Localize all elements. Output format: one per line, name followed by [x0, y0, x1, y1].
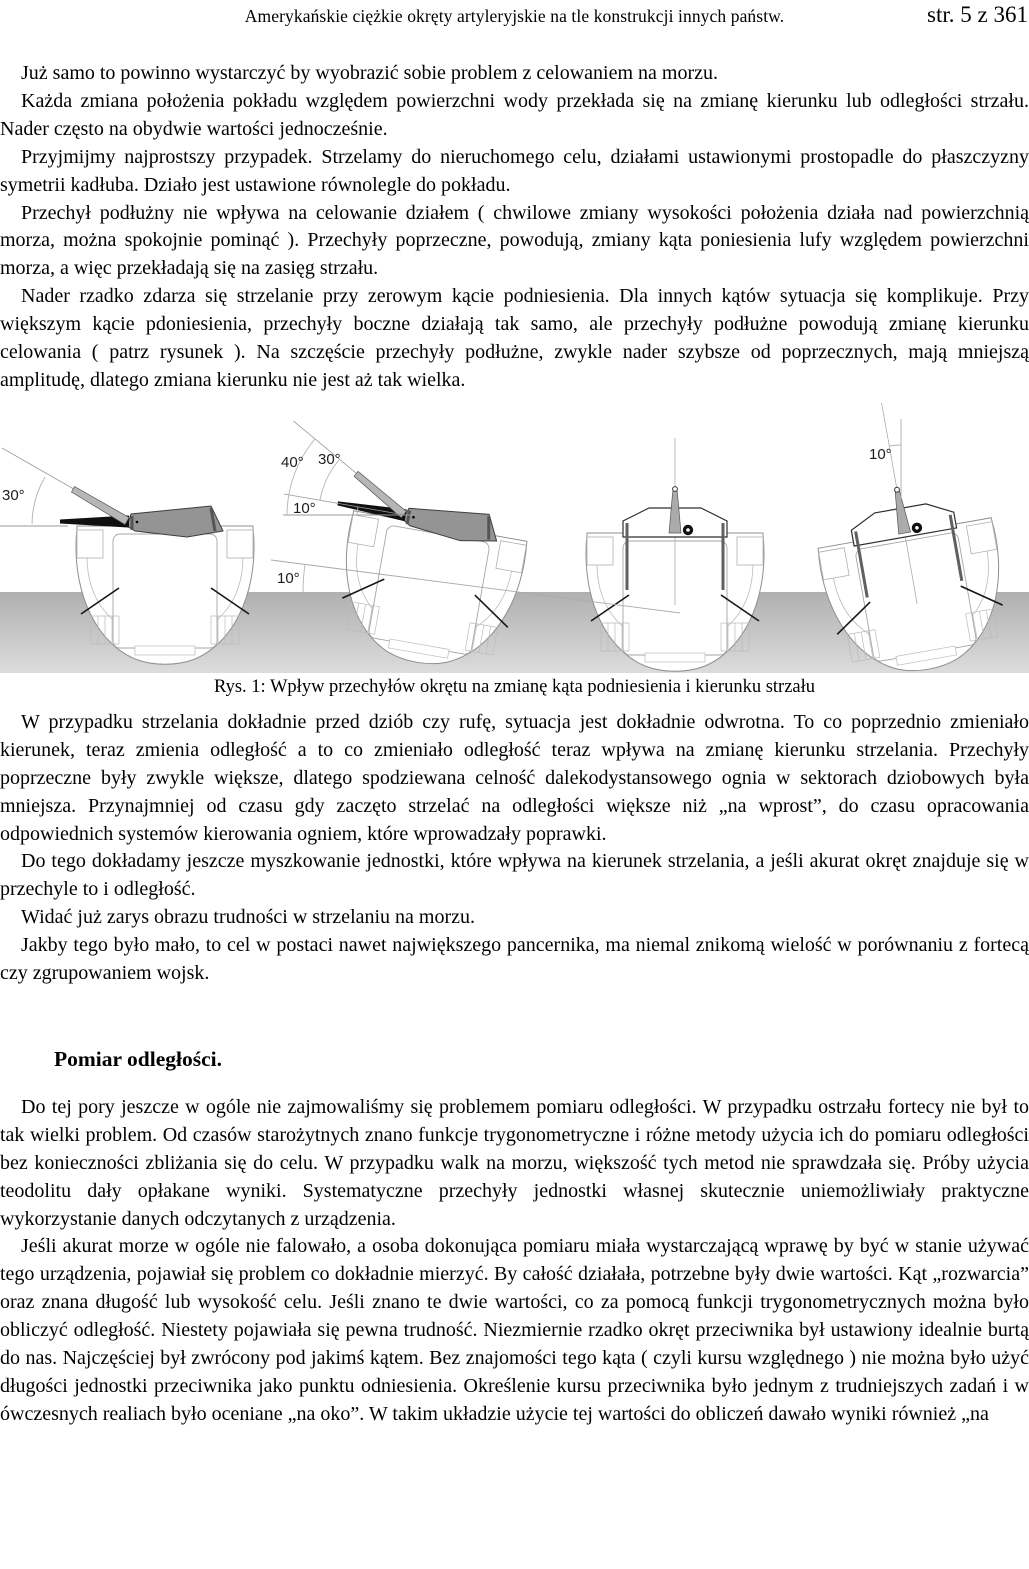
paragraph: Do tego dokładamy jeszcze myszkowanie jednostki, które wpływa na kierunek strzelania, a jeśli akurat okręt znajduje się w przechyle to i odległość. — [0, 850, 1029, 901]
view1-annotations — [0, 477, 68, 526]
paragraph: Jeśli akurat morze w ogóle nie falowało, a osoba dokonująca pomiaru miała wystarczającą wprawę by być w stanie używać tego urządzenia, pojawiał się problem co dokładnie mierzyć. By całość działała, potrzebne były dwie wartości. Kąt „rozwarcia” oraz znana długość lub wysokość celu. Jeśli znano te dwie wartości, co za pomocą funkcji trygonometrycznych można było obliczyć odległość. Niestety pojawiała się pewna trudność. Niezmiernie rzadko okręt przeciwnika był ustawiony idealnie burtą do nas. Najczęściej był zwrócony pod jakimś kątem. Bez znajomości tego kąta ( czyli kursu względnego ) nie można było użyć długości jednostki przeciwnika jako punktu odniesienia. Określenie kursu przeciwnika było jednym z trudniejszych zadań i w ówczesnych realiach było oceniane „na oko”. W takim układzie użycie tej wartości do obliczeń dawało wyniki również „na — [0, 1235, 1029, 1425]
paragraph: Nader rzadko zdarza się strzelanie przy zerowym kącie podniesienia. Dla innych kątów sytuacja się komplikuje. Przy większym kącie pdoniesienia, przechyły boczne działają tak samo, ale przechyły podłużne powodują zmianę kierunku celowania ( patrz rysunek ). Na szczęście przechyły podłużne, zwykle nader szybsze od poprzecznych, mają mniejszą amplitudę, dlatego zmiana kierunku nie jest aż tak wielka. — [0, 285, 1029, 391]
angle-label-v2-barrel: 10° — [293, 499, 316, 517]
paragraph: Przechył podłużny nie wpływa na celowanie działem ( chwilowe zmiany wysokości położenia działa nad powierzchnią morza, można spokojnie pominąć ). Przechyły poprzeczne, powodują, zmiany kąta poniesienia lufy względem powierzchni morza, a więc przekładają się na zasięg strzału. — [0, 201, 1029, 280]
paragraph: W przypadku strzelania dokładnie przed dziób czy rufę, sytuacja jest dokładnie odwrotna. To co poprzednio zmieniało kierunek, teraz zmienia odległość a to co zmieniało odległość teraz wpływa na zmianę kierunku strzelania. Przechyły poprzeczne były zwykle większe, dlatego spodziewana celność dalekodystansowego ognia w sektorach dziobowych była mniejsza. Przynajmniej od czasu gdy zaczęto strzelać na odległości większe niż „na wprost”, do czasu opracowania odpowiednich systemów kierowania ogniem, które wprowadzały poprawki. — [0, 710, 1029, 845]
angle-label-v4-roll: 10° — [869, 445, 892, 463]
page-header — [0, 0, 1029, 34]
page-number: str. 5 z 361 — [927, 2, 1028, 27]
header-title: Amerykańskie ciężkie okręty artyleryjskie na tle konstrukcji innych państw. — [244, 6, 785, 26]
angle-label-v2-deck: 10° — [277, 569, 300, 587]
paragraph: Widać już zarys obrazu trudności w strzelaniu na morzu. — [21, 906, 476, 929]
paragraph: Już samo to powinno wystarczyć by wyobrazić sobie problem z celowaniem na morzu. — [21, 62, 719, 84]
figure-caption: Rys. 1: Wpływ przechyłów okrętu na zmianę kąta podniesienia i kierunku strzału — [213, 676, 816, 697]
section-heading: Pomiar odległości. — [54, 1046, 223, 1071]
body-text-bottom — [0, 1094, 1029, 1429]
paragraph: Każda zmiana położenia pokładu względem powierzchni wody przekłada się na zmianę kierunku lub odległości strzału. Nader często na obydwie wartości jednocześnie. — [0, 89, 1029, 140]
paragraph: Przyjmijmy najprostszy przypadek. Strzelamy do nieruchomego celu, działami ustawionymi prostopadle do płaszczyzny symetrii kadłuba. Działo jest ustawione równolegle do pokładu. — [0, 145, 1029, 196]
angle-label-v1-elevation: 30° — [2, 486, 25, 504]
ship-view-upright-front — [586, 438, 764, 671]
paragraph: Jakby tego było mało, to cel w postaci nawet największego pancernika, ma niemal znikomą wielość w porównaniu z fortecą czy zgrupowaniem wojsk. — [0, 934, 1029, 985]
angle-label-v2-total: 40° — [281, 453, 304, 471]
angle-label-v2-elevation: 30° — [318, 450, 341, 468]
figure-drawing — [0, 403, 1029, 673]
body-text-top — [0, 60, 1029, 395]
figure-ship-roll-diagram — [0, 403, 1029, 699]
body-text-middle — [0, 709, 1029, 988]
paragraph: Do tej pory jeszcze w ogóle nie zajmowaliśmy się problemem pomiaru odległości. W przypadku ostrzału fortecy nie był to tak wielki problem. Od czasów starożytnych znano funkcje trygonometryczne i różne metody użycia ich do pomiaru odległości bez konieczności zbliżania się do celu. W przypadku walk na morzu, większość tych metod nie sprawdzała się. Próby użycia teodolitu dały opłakane wyniki. Systematyczne przechyły jednostki własnej skutecznie uniemożliwiały praktyczne wykorzystanie danych odczytanych z urządzenia. — [0, 1095, 1029, 1230]
